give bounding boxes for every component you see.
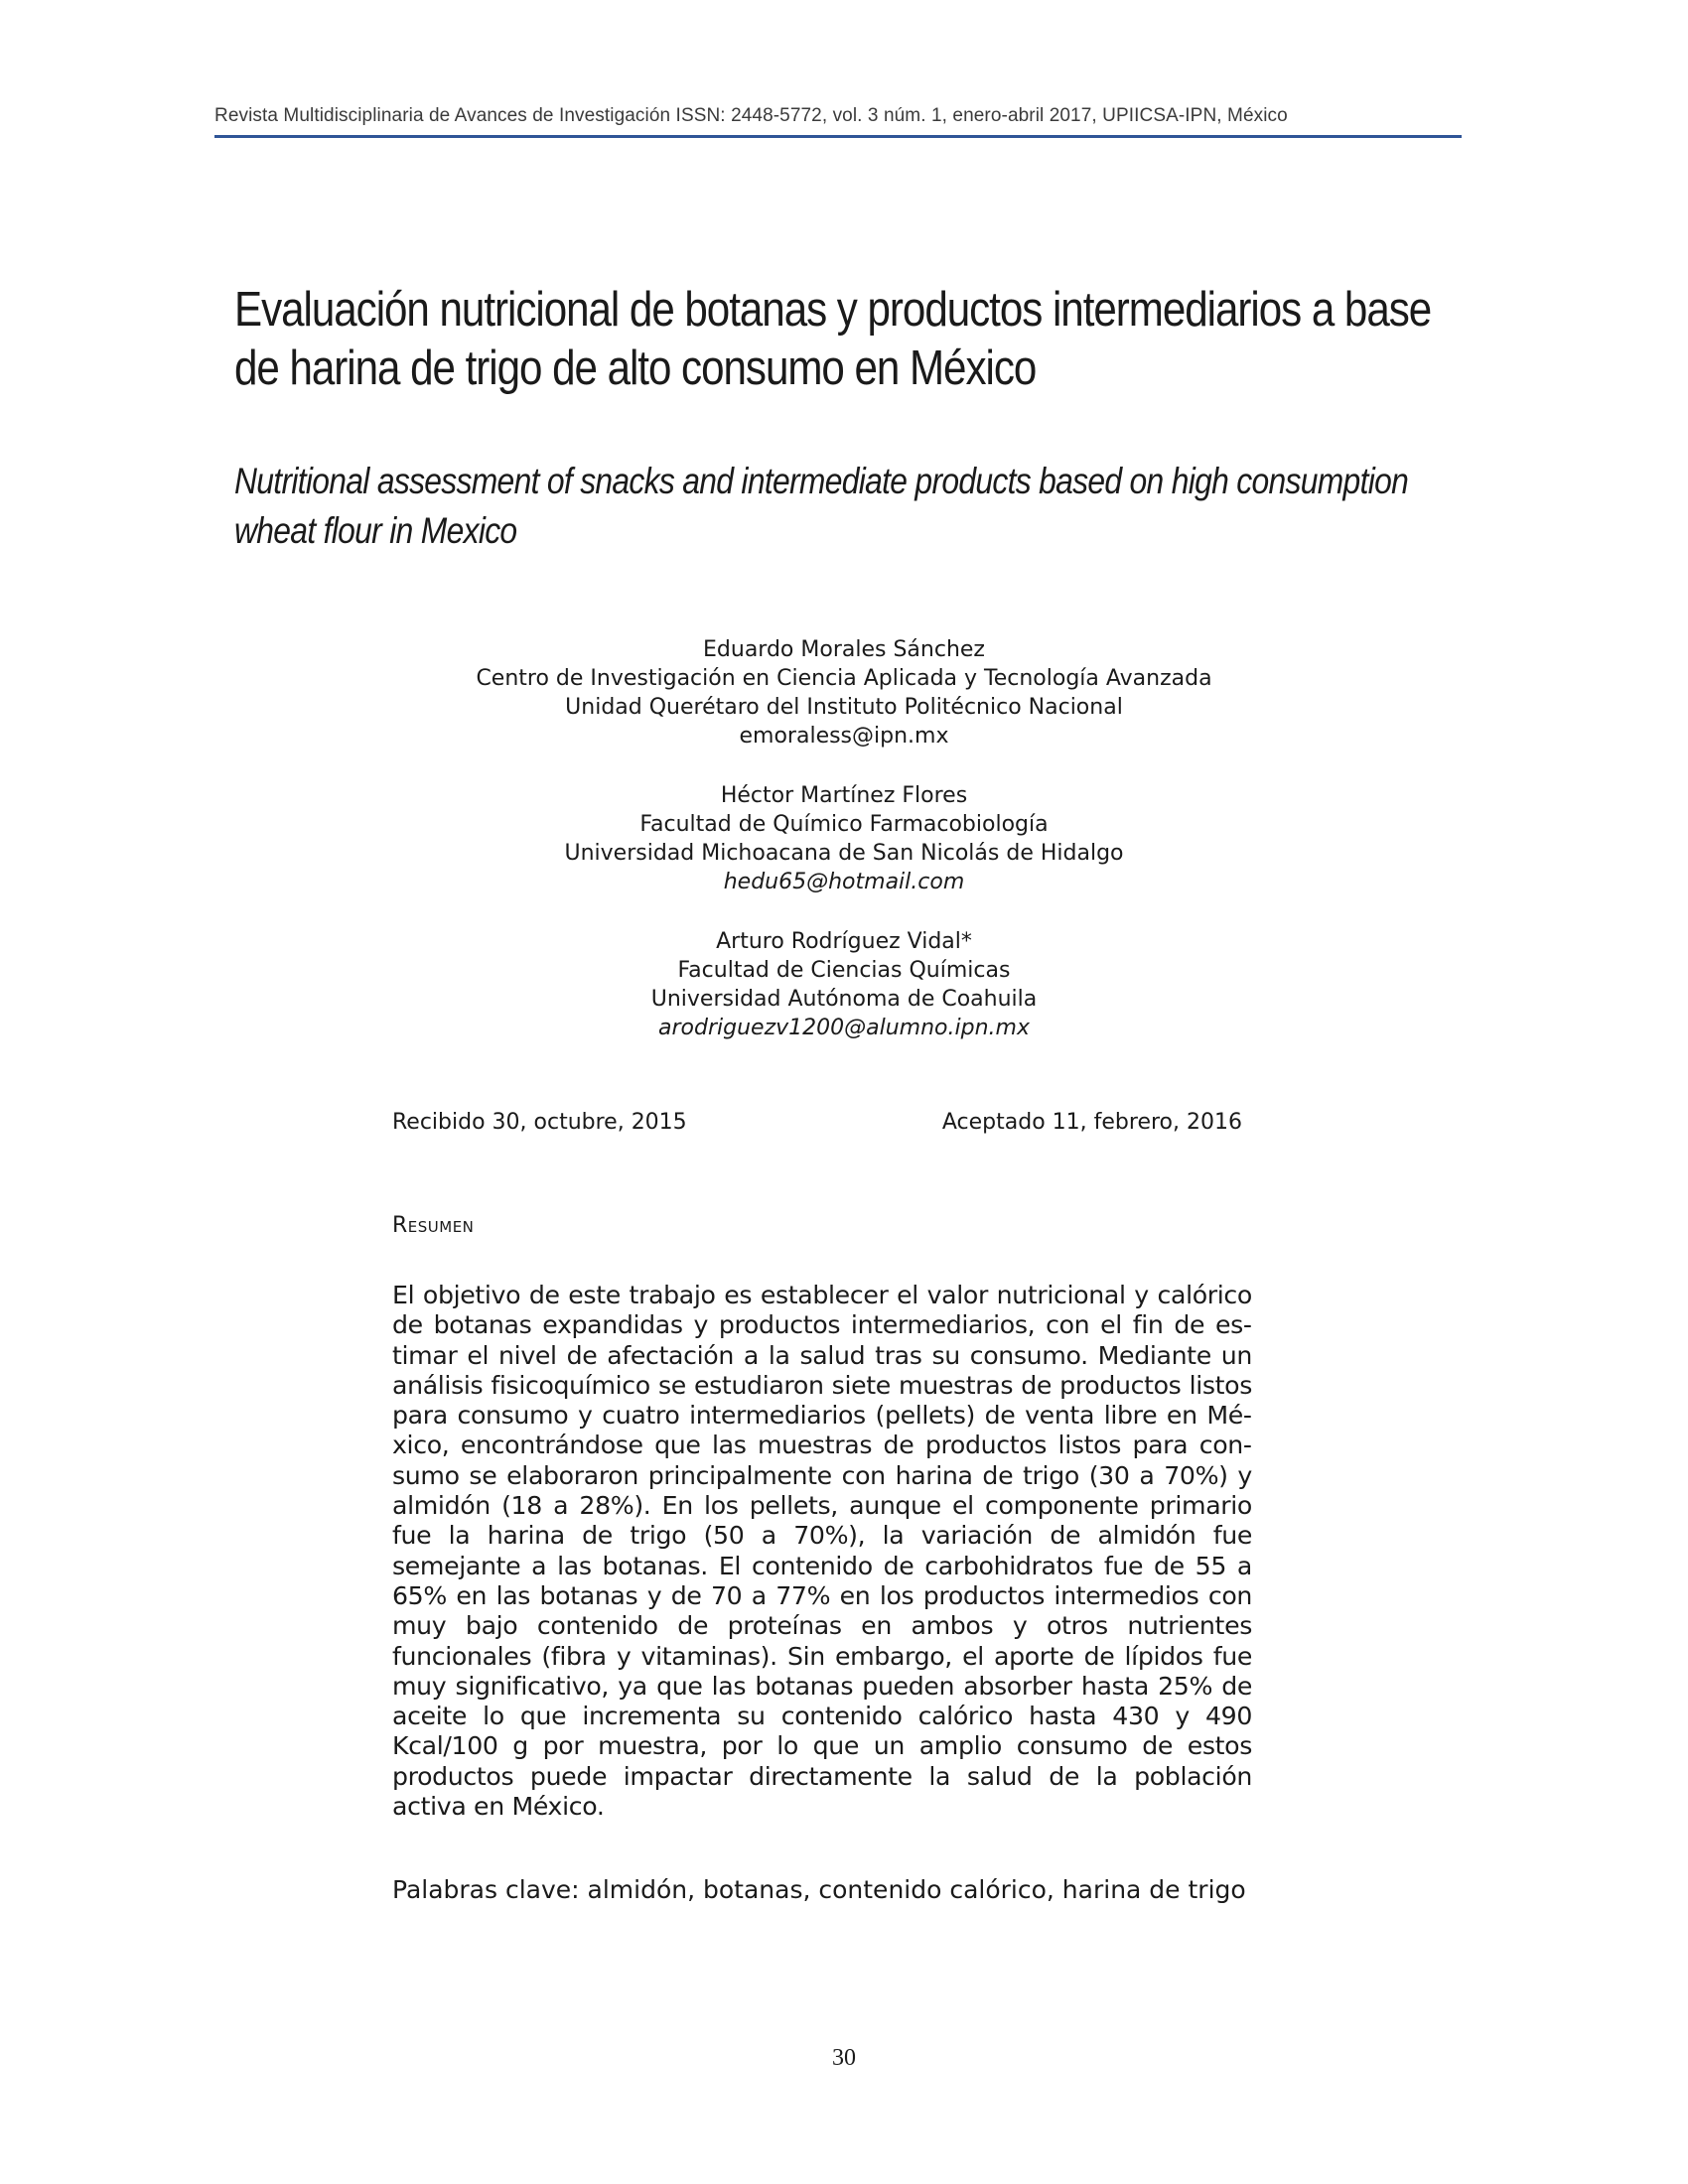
author-email[interactable]: hedu65@hotmail.com	[723, 870, 965, 894]
keywords: Palabras clave: almidón, botanas, contenido calórico, harina de trigo	[392, 1875, 1246, 1904]
author-block	[397, 635, 1291, 1073]
abstract-text: El objetivo de este trabajo es establecer el valor nutricional y calórico de botanas expandidas y productos intermediarios, con el fin de estimar el nivel de afectación a la salud tras su consumo. Mediante un análisis fisicoquímico se estudiaron siete muestras de productos listos para consumo y cuatro intermediarios (pellets) de venta libre en México, encontrándose que las muestras de productos listos para consumo se elaboraron principalmente con harina de trigo (30 a 70%) y almidón (18 a 28%). En los pellets, aunque el componente primario fue la harina de trigo (50 a 70%), la variación de almidón fue semejante a las botanas. El contenido de carbohidratos fue de 55 a 65% en las botanas y de 70 a 77% en los productos intermedios con muy bajo contenido de proteínas en ambos y otros nutrientes funcionales (fibra y vitaminas). Sin embargo, el aporte de lípidos fue muy significativo, ya que las botanas pueden absorber hasta 25% de aceite lo que incrementa su contenido calórico hasta 430 y 490 Kcal/100 g por muestra, por lo que un amplio consumo de estos productos puede impactar directamente la salud de la población activa en México.	[392, 1281, 1252, 1822]
author-name: Eduardo Morales Sánchez	[703, 637, 985, 662]
author-entry	[397, 927, 1291, 1042]
author-entry	[397, 635, 1291, 751]
author-affiliation: Universidad Michoacana de San Nicolás de Hidalgo	[564, 841, 1124, 866]
author-affiliation: Universidad Autónoma de Coahuila	[650, 987, 1038, 1012]
header-rule	[214, 135, 1462, 138]
title-spanish	[234, 281, 1473, 398]
abstract-heading: Resumen	[392, 1213, 475, 1238]
author-affiliation: Unidad Querétaro del Instituto Politécnico Nacional	[565, 695, 1123, 720]
author-affiliation: Facultad de Químico Farmacobiología	[639, 812, 1049, 837]
author-email[interactable]: arodriguezv1200@alumno.ipn.mx	[658, 1016, 1030, 1040]
author-name: Arturo Rodríguez Vidal*	[716, 929, 972, 954]
author-email[interactable]: emoraless@ipn.mx	[739, 724, 949, 749]
title-spanish-line-2: de harina de trigo de alto consumo en México	[234, 341, 1037, 395]
received-date: Recibido 30, octubre, 2015	[392, 1110, 687, 1135]
author-entry	[397, 781, 1291, 896]
title-english	[234, 457, 1567, 556]
author-affiliation: Facultad de Ciencias Químicas	[677, 958, 1011, 983]
title-spanish-line-1: Evaluación nutricional de botanas y productos intermediarios a base	[234, 283, 1432, 337]
page-number: 30	[832, 2045, 856, 2071]
running-header: Revista Multidisciplinaria de Avances de Investigación ISSN: 2448-5772, vol. 3 núm. 1, enero-abril 2017, UPIICSA-IPN, México	[214, 105, 1288, 126]
author-name: Héctor Martínez Flores	[720, 783, 968, 808]
title-english-line-1: Nutritional assessment of snacks and intermediate products based on high consumption	[234, 461, 1409, 501]
title-english-line-2: wheat flour in Mexico	[234, 510, 517, 551]
author-affiliation: Centro de Investigación en Ciencia Aplicada y Tecnología Avanzada	[476, 666, 1212, 691]
accepted-date: Aceptado 11, febrero, 2016	[941, 1110, 1242, 1135]
